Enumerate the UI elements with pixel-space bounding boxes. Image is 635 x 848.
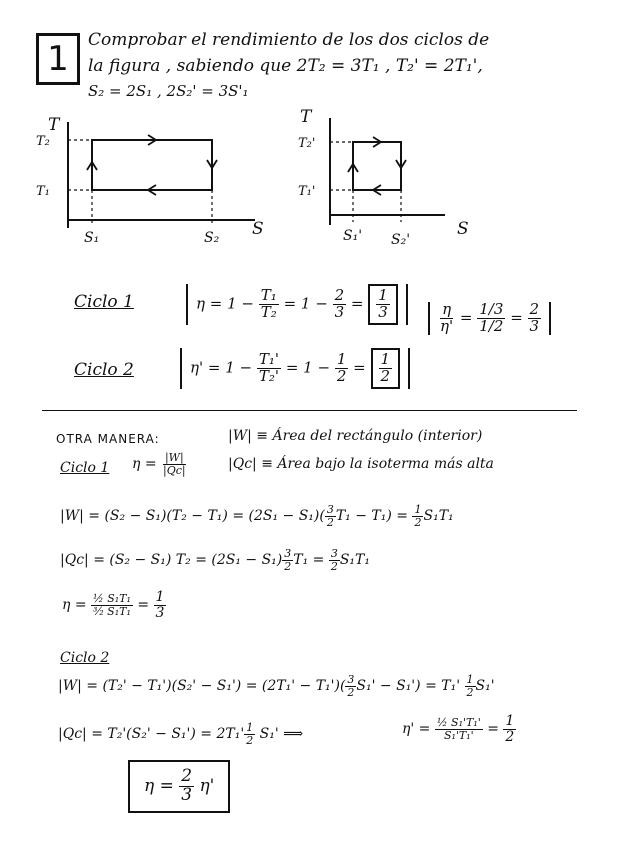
- eta2-res-num: 1: [505, 713, 515, 729]
- eta2-lhs: η' =: [402, 721, 431, 738]
- q2-frac-num: 1: [246, 721, 254, 734]
- s1p-label: S₁': [343, 228, 363, 244]
- final-result: [128, 760, 230, 813]
- eta1-res-den: 3: [155, 604, 165, 621]
- q1-part-b: T₁ =: [293, 552, 325, 569]
- q1-part-a: |Qc| = (S₂ − S₁) T₂ = (2S₁ − S₁): [60, 552, 283, 569]
- ciclo1-result-num: 1: [378, 286, 388, 304]
- ciclo2-num: T₁': [258, 350, 280, 368]
- q1-frac-num: 3: [284, 547, 292, 560]
- ciclo2-result-den: 2: [380, 366, 391, 385]
- final-result-box: [128, 760, 230, 813]
- final-rhs: η': [199, 775, 215, 796]
- ratio-expression: [428, 302, 551, 335]
- t2-label: T₂: [36, 134, 50, 149]
- eta-den: |Qc|: [163, 463, 186, 477]
- eta-lhs: η =: [132, 456, 157, 473]
- eta1-eq: =: [137, 597, 150, 614]
- statement-line-2: la figura , sabiendo que 2T₂ = 3T₁ , T₂' = 2T₁',: [88, 56, 483, 76]
- ciclo2-den2: 2: [336, 366, 347, 385]
- ratio-num: η: [442, 300, 452, 318]
- final-lhs: η =: [144, 775, 174, 796]
- s-axis-label: S: [252, 219, 264, 239]
- eta1-res-num: 1: [155, 589, 165, 605]
- ciclo2-mid: = 1 −: [285, 358, 331, 377]
- ciclo1-lhs: η = 1 −: [196, 294, 254, 313]
- ratio-bracket: [428, 302, 551, 335]
- q1-res-num: 3: [330, 547, 338, 560]
- q2-frac-den: 2: [246, 733, 254, 747]
- q1-frac-den: 2: [284, 559, 292, 573]
- cycle-square: [353, 142, 401, 190]
- statement-line-3: S₂ = 2S₁ , 2S₂' = 3S'₁: [88, 82, 249, 100]
- w1-part-c: S₁T₁: [423, 508, 454, 525]
- s-axis-label: S: [457, 219, 469, 239]
- otra-ciclo1-label: Ciclo 1: [60, 460, 110, 476]
- ciclo1-eq: =: [350, 294, 364, 313]
- ciclo2-eq: =: [353, 358, 366, 377]
- w1-part-a: |W| = (S₂ − S₁)(T₂ − T₁) = (2S₁ − S₁)(: [60, 508, 325, 525]
- w2-frac-den: 2: [347, 685, 355, 699]
- w2-part-b: S₁' − S₁') = T₁': [356, 678, 461, 695]
- ratio-eq2: =: [510, 308, 523, 327]
- t2p-label: T₂': [298, 136, 316, 151]
- eta1-result: [62, 590, 166, 620]
- eta-num: |W|: [164, 451, 184, 464]
- w2-frac-num: 3: [347, 673, 355, 686]
- ratio-result-num: 2: [529, 300, 540, 318]
- ciclo2-result-num: 1: [380, 350, 391, 368]
- w2-res-den: 2: [466, 685, 474, 699]
- s1-label: S₁: [84, 230, 100, 246]
- ratio-mid-den: 1/2: [479, 316, 504, 335]
- ciclo2-den: T₂': [258, 366, 280, 385]
- eta2-res-den: 2: [505, 728, 515, 745]
- w1-part-b: T₁ − T₁) =: [335, 508, 409, 525]
- w1-res-num: 1: [414, 503, 422, 516]
- t-axis-label: T: [300, 107, 312, 127]
- ts-diagram-cycle-1: [30, 110, 280, 250]
- q1-res-den: 2: [330, 559, 338, 573]
- otra-ciclo2-label: Ciclo 2: [60, 650, 110, 666]
- cycle-rectangle: [92, 140, 212, 190]
- ciclo1-efficiency: [186, 284, 408, 325]
- s2-label: S₂: [204, 230, 220, 246]
- ciclo2-num2: 1: [336, 350, 347, 368]
- ratio-mid-num: 1/3: [479, 300, 504, 318]
- ratio-result-den: 3: [529, 316, 540, 335]
- eta-definition: [132, 452, 188, 476]
- w2-res-num: 1: [466, 673, 474, 686]
- ciclo1-label: Ciclo 1: [74, 292, 134, 312]
- w2-equation: [58, 674, 495, 698]
- final-frac-num: 2: [181, 766, 193, 786]
- w1-equation: [60, 504, 454, 528]
- w2-part-c: S₁': [475, 678, 495, 695]
- ciclo1-den: T₂: [260, 302, 277, 321]
- eta2-den: S₁'T₁': [443, 728, 474, 742]
- ciclo2-efficiency: [180, 348, 410, 389]
- w1-res-den: 2: [414, 515, 422, 529]
- w2-part-a: |W| = (T₂' − T₁')(S₂' − S₁') = (2T₁' − T₁')(: [58, 678, 346, 695]
- eta1-num: ½ S₁T₁: [93, 592, 131, 606]
- ciclo1-num2: 2: [334, 286, 345, 304]
- ciclo1-result-den: 3: [378, 302, 388, 321]
- q1-equation: [60, 548, 370, 572]
- eta2-result: [402, 714, 516, 744]
- w-definition: |W| ≡ Área del rectángulo (interior): [228, 428, 483, 444]
- q1-part-c: S₁T₁: [339, 552, 370, 569]
- w1-frac-den: 2: [326, 515, 334, 529]
- section-divider: [42, 410, 577, 411]
- otra-manera-heading: OTRA MANERA:: [56, 432, 160, 446]
- q2-part-a: |Qc| = T₂'(S₂' − S₁') = 2T₁': [58, 726, 245, 743]
- eta1-den: ³⁄₂ S₁T₁: [93, 604, 131, 618]
- eta2-num: ½ S₁'T₁': [436, 716, 481, 730]
- w1-frac-num: 3: [326, 503, 334, 516]
- t-axis-label: T: [48, 115, 60, 135]
- ciclo1-mid: = 1 −: [283, 294, 328, 313]
- eta1-lhs: η =: [62, 597, 87, 614]
- t1-label: T₁: [36, 184, 50, 199]
- eta2-eq: =: [487, 721, 499, 738]
- q2-part-b: S₁' ⟹: [259, 726, 304, 743]
- ratio-den: η': [440, 316, 454, 335]
- ciclo1-bracket: [186, 284, 408, 325]
- problem-number: 1: [36, 33, 80, 85]
- statement-line-1: Comprobar el rendimiento de los dos ciclos de: [88, 30, 490, 50]
- ts-diagram-cycle-2: [295, 100, 495, 250]
- ciclo2-label: Ciclo 2: [74, 360, 134, 380]
- ciclo2-lhs: η' = 1 −: [190, 358, 253, 377]
- final-frac-den: 3: [181, 784, 193, 805]
- s2p-label: S₂': [391, 232, 411, 248]
- ciclo1-den2: 3: [334, 302, 345, 321]
- t1p-label: T₁': [298, 184, 316, 199]
- ratio-eq1: =: [459, 308, 473, 327]
- ciclo2-bracket: [180, 348, 410, 389]
- q-definition: |Qc| ≡ Área bajo la isoterma más alta: [228, 456, 494, 472]
- q2-equation: [58, 722, 303, 746]
- ciclo1-num: T₁: [260, 286, 277, 304]
